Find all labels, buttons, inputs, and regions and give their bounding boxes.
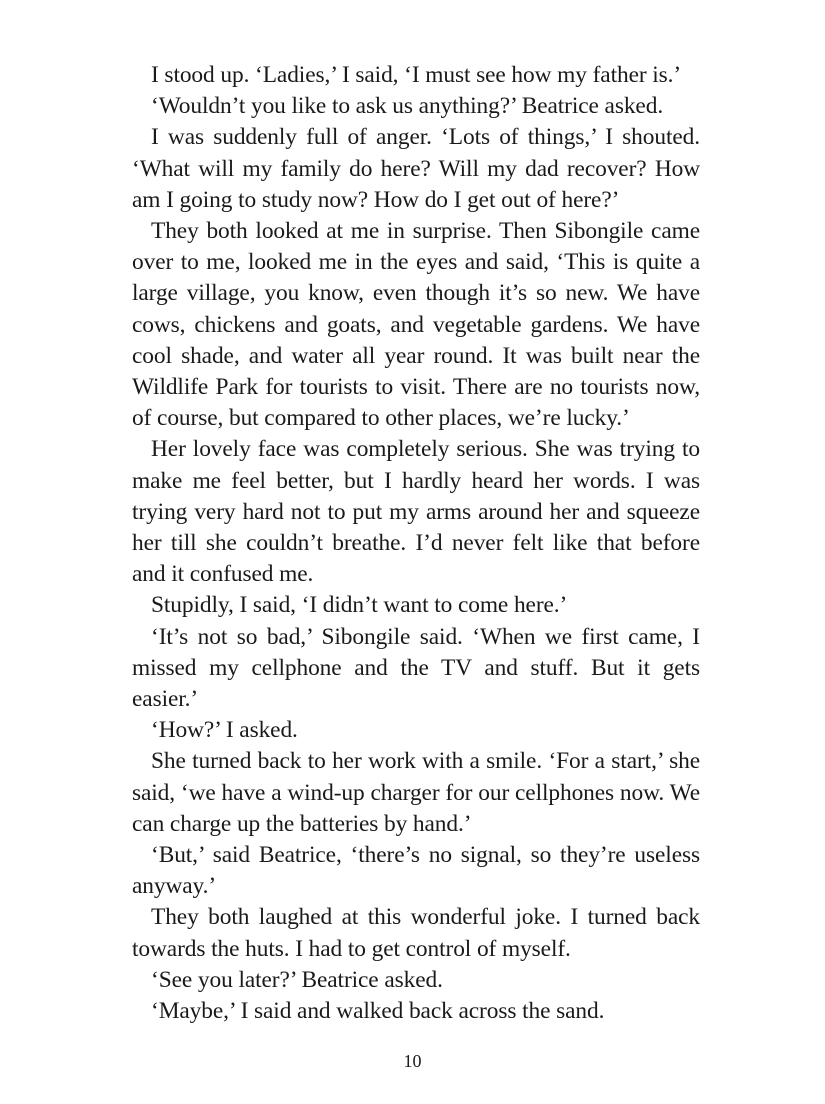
paragraph-3: I was suddenly full of anger. ‘Lots of things,’ I shouted. ‘What will my family do here? Will my dad recover? How am I going to study now? How do I get out of here?’ — [132, 124, 700, 213]
paragraph-10: ‘But,’ said Beatrice, ‘there’s no signal, so they’re useless anyway.’ — [132, 842, 700, 900]
paragraph-4: They both looked at me in surprise. Then Sibongile came over to me, looked me in the eyes and said, ‘This is quite a large village, you know, even though it’s so new. We have cows, chickens and goats, and vegetable gardens. We have cool shade, and water all year round. It was built near the Wildlife Park for tourists to visit. There are no tourists now, of course, but compared to other places, we’re lucky.’ — [132, 218, 700, 432]
paragraph-9: She turned back to her work with a smile. ‘For a start,’ she said, ‘we have a wind-up charger for our cellphones now. We can charge up the batteries by hand.’ — [132, 748, 700, 837]
paragraph-13: ‘Maybe,’ I said and walked back across the sand. — [151, 998, 605, 1025]
paragraph-1: I stood up. ‘Ladies,’ I said, ‘I must see how my father is.’ — [151, 62, 682, 88]
paragraph-2: ‘Wouldn’t you like to ask us anything?’ Beatrice asked. — [151, 93, 664, 120]
page-number: 10 — [403, 1051, 422, 1071]
paragraph-12: ‘See you later?’ Beatrice asked. — [151, 966, 443, 993]
paragraph-8: ‘How?’ I asked. — [151, 717, 298, 744]
paragraph-5: Her lovely face was completely serious. She was trying to make me feel better, but I hardly heard her words. I was trying very hard not to put my arms around her and squeeze her till she couldn’t breathe. I’d never felt like that before and it confused me. — [132, 436, 700, 588]
paragraph-7: ‘It’s not so bad,’ Sibongile said. ‘When we first came, I missed my cellphone and the TV and stuff. But it gets easier.’ — [132, 623, 700, 713]
body-text — [132, 60, 700, 1027]
paragraph-11: They both laughed at this wonderful joke. I turned back towards the huts. I had to get control of myself. — [132, 904, 700, 962]
paragraph-6: Stupidly, I said, ‘I didn’t want to come here.’ — [151, 592, 568, 619]
